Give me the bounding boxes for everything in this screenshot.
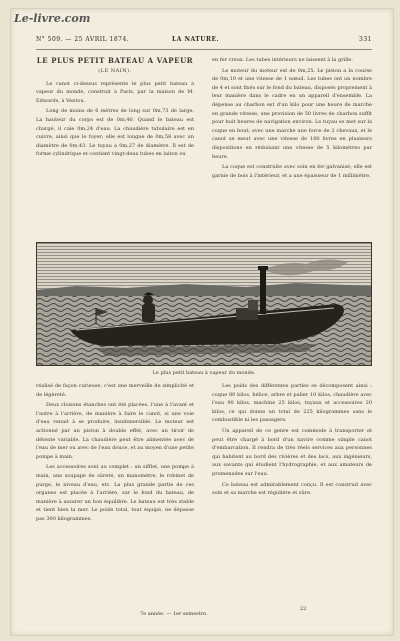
paragraph: Le moteur du moteur est de 0m,25. Le piston a la course de 0m,10 et une vitesse de 1 nœud. Les tubes ont un nombre de 4 et sont fixés sur le fond du bateau, disposés proprement à leur manière dans le cadre en un appareil d'ensemble. La dépense au charbon est d'un kilo pour une heure de marche en grande vitesse, une provision de 50 livres de charbon suffit pour huit heures de navigation environ. Le tuyau se met sur la coque en bout; avec une marche une force de 2 chevaux, et le canot se meut avec une vitesse de 100 livres en plusieurs dispositions en réduisant une vitesse de 5 kilomètres par heure. — [212, 67, 372, 160]
paragraph: Deux cloisons étanches ont été placées, l'une à l'avant et l'autre à l'arrière, de manière à faire le canot, si une voie d'eau venait à se produire, insubmersible. Le moteur est actionné par un piston à double effet, avec un tiroir de détente variable. La chaudière peut être alimentée avec de l'eau de mer ou avec de l'eau douce, et au moyen d'une petite pompe à main. — [36, 402, 194, 460]
paragraph: Long de moins de 6 mètres de long sur 0m,73 de large. La hauteur du corps est de 0m,40. Quand le bateau est chargé, il cale 0m,24 d'eau. La chaudière tubulaire est en cuivre, ainsi que le foyer; elle est longue de 0m,58 avec un diamètre de 0m,43. Le tuyau a 0m,27 de diamètre. Il est de forme cylindrique et contient vingt-deux tubes en laiton ou — [36, 108, 194, 158]
paragraph: réalisé de façon curieuse, c'est une merveille de simplicité et de légèreté. — [36, 383, 194, 398]
article-title: LE PLUS PETIT BATEAU A VAPEUR — [36, 56, 194, 65]
paragraph: La coque est construite avec soin en fer galvanisé; elle est garnie de bois à l'intérieur, et a une épaisseur de 1 millimètre. — [212, 164, 372, 179]
column-right-bottom — [212, 382, 372, 500]
journal-title: LA NATURE. — [172, 36, 220, 43]
paragraph: Les accessoires sont au complet : un sifflet, une pompe à main, une soupape de sûreté, un manomètre, le robinet de purge, le niveau d'eau, etc. La plus grande partie de ces organes est placée à l'arrière, sur le fond du bateau, de manière à assurer un bon équilibre. Le bateau est très stable et tient bien la mer. Le poids total, tout équipé, ne dépasse pas 300 kilogrammes. — [36, 464, 194, 522]
article-subtitle: (LE NAIN). — [98, 68, 132, 74]
steamboat-engraving-icon — [36, 242, 372, 366]
issue-number: N° 509. — 25 AVRIL 1874. — [36, 36, 130, 43]
watermark: Le-livre.com — [14, 12, 91, 25]
paragraph: Ce bateau est admirablement conçu. Il est construit avec soin et sa marche est régulière et sûre. — [212, 481, 372, 497]
signature-mark: 22 — [300, 606, 307, 612]
column-left-top — [36, 56, 194, 161]
header-rule — [36, 49, 372, 50]
page-footer: 7e année. — 1er semestre. — [140, 611, 208, 617]
page-number: 331 — [359, 36, 372, 43]
running-header — [36, 36, 372, 50]
figure-caption: Le plus petit bateau à vapeur du monde. — [152, 370, 256, 376]
column-right-top — [212, 56, 372, 182]
column-left-bottom — [36, 382, 194, 526]
paragraph: Les poids des différentes parties se décomposent ainsi : coque 80 kilos, hélice, arbre et palier 10 kilos, chaudière avec l'eau 90 kilos, machine 25 kilos, tuyaux et accessoires 20 kilos, ce qui donne un total de 225 kilogrammes sans le combustible ni les passagers. — [212, 383, 372, 424]
paragraph: Un appareil de ce genre est commode à transporter et peut être chargé à bord d'un navire comme simple canot d'embarcation. Il rendra de très réels services aux personnes qui habitent au bord des rivières et des lacs, aux ingénieurs, aux savants qui étudient l'hydrographie, et aux amateurs de promenades sur l'eau. — [212, 427, 372, 477]
paragraph: Le canot ci-dessus représente le plus petit bateau à vapeur du monde, construit à Paris, par la maison de M. Edwards, à Ventou. — [36, 80, 194, 104]
paragraph: en fer creux. Les tubes intérieurs ne laissent à la grille. — [212, 57, 353, 63]
